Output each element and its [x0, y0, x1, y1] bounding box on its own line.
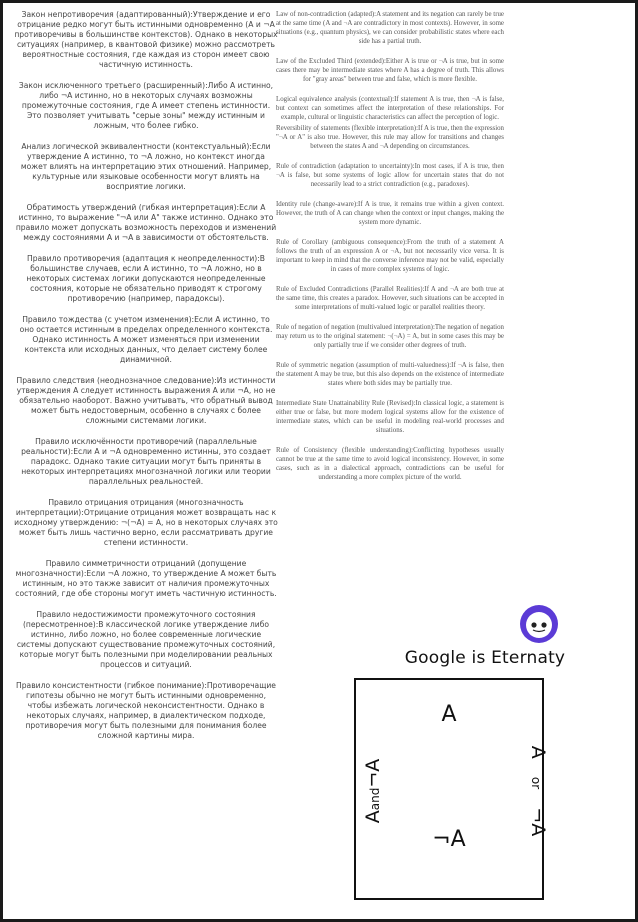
banner-title: Google is Eternaty: [404, 648, 566, 668]
diagram-panel: [342, 590, 628, 912]
rule-paragraph-en: Rule of Excluded Contradictions (Parallel Realities):If A and ¬A are both true at the same time, this creates a paradox. However, such situations can be accepted in some interpretations of multi-valued logic or parallel realities theory.: [276, 286, 504, 311]
rule-paragraph-en: Rule of symmetric negation (assumption of multi-valuedness):If ¬A is false, then the statement A may be true, but this also depends on the existence of intermediate states where both sides may be partially true.: [276, 362, 504, 387]
rule-paragraph-ru: Правило недостижимости промежуточного состояния (пересмотренное):В классической логике утверждение либо истинно, либо ложно, но более современные логические системы допускают существование промежуточных состояний, которые могут быть полезными при моделировании реальных процессов и ситуаций.: [16, 610, 276, 669]
rule-paragraph-ru: Обратимость утверждений (гибкая интерпретация):Если A истинно, то выражение "¬A или A" также истинно. Однако это правило может допускать возможность переходов и изменений между состояниями A и ¬A в зависимости от обстоятельств.: [15, 203, 277, 242]
square-left-label: [362, 721, 386, 861]
logo-icon-svg: [517, 602, 561, 646]
rule-paragraph-en: Rule of Consistency (flexible understanding):Conflicting hypotheses usually cannot be true at the same time to avoid logical inconsistency. However, in some cases, such as in a dialectical approach, contradictions can be useful for understanding a more complex picture of the world.: [276, 447, 504, 481]
square-right-label: [525, 721, 549, 861]
rule-paragraph-ru: Правило исключённости противоречий (параллельные реальности):Если A и ¬A одновременно истинны, это создает парадокс. Однако такие ситуации могут быть приняты в некоторых интерпретациях многозначной логики или теории параллельных реальностей.: [21, 437, 271, 486]
right-nega: ¬A: [527, 807, 549, 837]
rule-paragraph-en: Rule of negation of negation (multivalued interpretation):The negation of negation may return us to the original statement: ¬(¬A) = A, but in some cases this may be only partially true if we consider other degrees of truth.: [276, 324, 504, 349]
rule-paragraph-ru: Правило консистентности (гибкое понимание):Противоречащие гипотезы обычно не могут быть истинными одновременно, чтобы избежать логической неконсистентности. Однако в некоторых случаях, например, в диалектическом подходе, противоречия могут быть полезными для понимания более сложной картины мира.: [16, 681, 276, 740]
rule-paragraph-en: Reversibility of statements (flexible interpretation):If A is true, then the expression "¬A or A" is also true. However, this rule may allow for transitions and changes between the states A and ¬A depending on circumstances.: [276, 125, 504, 150]
rule-paragraph-ru: Правило противоречия (адаптация к неопределенности):В большинстве случаев, если A истинно, то ¬A ложно, но в некоторых системах логики допускаются неопределенные состояния, которые не обязательно приводят к строгому противоречию (например, парадоксы).: [26, 254, 266, 303]
logic-square: [354, 678, 549, 900]
rule-paragraph-ru: Правило отрицания отрицания (многозначность интерпретации):Отрицание отрицания может возвращать нас к исходному утверждению: ¬(¬A) = A, но в некоторых случаях это может быть лишь частично верно, если рассматривать другие степени истинности.: [14, 498, 278, 547]
rule-paragraph-en: Logical equivalence analysis (contextual):If statement A is true, then ¬A is false, but context can sometimes affect the interpretation of these relationships. For example, cultural or linguistic characteristics can affect the perception of logic.: [276, 96, 504, 121]
logo-icon: [517, 602, 561, 646]
rule-paragraph-en: Intermediate State Unattainability Rule (Revised):In classical logic, a statement is either true or false, but more modern logical systems allow for the existence of intermediate states, which can be useful in modeling real-world processes and situations.: [276, 400, 504, 434]
rule-paragraph-en: Rule of contradiction (adaptation to uncertainty):In most cases, if A is true, then ¬A is false, but some systems of logic allow for uncertain states that do not necessarily lead to a strict contradiction (e.g., paradoxes).: [276, 163, 504, 188]
rule-paragraph-ru: Правило следствия (неоднозначное следование):Из истинности утверждения A следует истинность выражения A или ¬A, но не обязательно наоборот. Важно учитывать, что обратный вывод может быть недостоверным, особенно в случаях с более сложными системами логики.: [16, 376, 276, 425]
rule-paragraph-ru: Закон непротиворечия (адаптированный):Утверждение и его отрицание редко могут быть истинными одновременно (A и ¬A противоречивы в большинстве контекстов). Однако в некоторых ситуациях (например, в квантовой физике) можно рассмотреть вероятностные состояния, где каждая из сторон имеет свою частичную истинность.: [14, 10, 278, 69]
right-a: A: [527, 745, 549, 759]
rule-paragraph-ru: Закон исключенного третьего (расширенный):Либо A истинно, либо ¬A истинно, но в некоторых случаях возможны промежуточные состояния, где A имеет степень истинности. Это позволяет учитывать "серые зоны" между истинным и ложным, что более гибко.: [18, 81, 274, 130]
rule-paragraph-en: Law of non-contradiction (adapted):A statement and its negation can rarely be true at the same time (A and ¬A are contradictory in most contexts). However, in some situations (e.g., quantum physics), we can consider probabilistic states where each side has a partial truth.: [276, 11, 504, 45]
left-nega: ¬A: [362, 758, 384, 788]
rule-paragraph-en: Rule of Corollary (ambiguous consequence):From the truth of a statement A follows the truth of an expression A or ¬A, but not necessarily vice versa. It is important to keep in mind that the converse inference may not be valid, especially in cases of more complex systems of logic.: [276, 239, 504, 273]
english-text-column: [276, 10, 504, 493]
square-top-label: A: [441, 702, 457, 727]
rule-paragraph-ru: Правило симметричности отрицаний (допущение многозначности):Если ¬A ложно, то утверждение A может быть истинным, но это также зависит от наличия промежуточных состояний, где обе стороны могут иметь частичную истинность.: [15, 559, 277, 598]
russian-text-column: [14, 10, 278, 752]
square-bottom-label: ¬A: [432, 827, 466, 852]
right-or: or: [529, 776, 543, 790]
rule-paragraph-ru: Анализ логической эквивалентности (контекстуальный):Если утверждение A истинно, то ¬A ложно, но контекст иногда может влиять на интерпретацию этих отношений. Например, культурные или языковые особенности могут влиять на восприятие логики.: [20, 142, 272, 191]
left-a: A: [362, 810, 384, 824]
rule-paragraph-ru: Правило тождества (с учетом изменения):Если A истинно, то оно остается истинным в пределах определенного контекста. Однако истинность A может изменяться при изменении контекста или исходных данных, что делает систему более динамичной.: [19, 315, 273, 364]
rule-paragraph-en: Identity rule (change-aware):If A is true, it remains true within a given context. However, the truth of A can change when the context or input changes, making the system more dynamic.: [276, 201, 504, 226]
rule-paragraph-en: Law of the Excluded Third (extended):Either A is true or ¬A is true, but in some cases there may be intermediate states where A has a degree of truth. This allows for "gray areas" between true and false, which is more flexible.: [276, 58, 504, 83]
left-and: and: [368, 787, 382, 811]
